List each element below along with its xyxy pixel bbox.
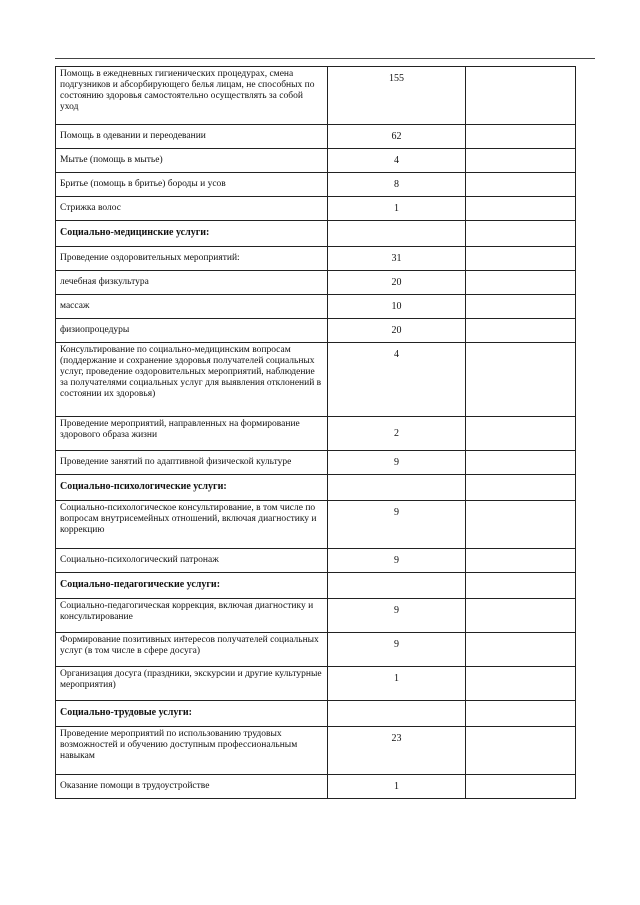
section-header-row — [56, 221, 576, 247]
empty-cell — [466, 197, 576, 221]
section-header-row — [56, 701, 576, 727]
empty-cell — [466, 549, 576, 573]
empty-cell — [466, 247, 576, 271]
section-header-row — [56, 573, 576, 599]
empty-cell — [466, 451, 576, 475]
service-count: 20 — [328, 271, 466, 295]
service-count: 62 — [328, 125, 466, 149]
service-name: Социально-психологическое консультирование, в том числе по вопросам внутрисемейных отношений, включая диагностику и коррекцию — [56, 501, 328, 549]
table-row — [56, 319, 576, 343]
table-row — [56, 549, 576, 573]
table-row — [56, 727, 576, 775]
service-count: 31 — [328, 247, 466, 271]
service-count: 2 — [328, 417, 466, 451]
service-name: Социально-педагогическая коррекция, включая диагностику и консультирование — [56, 599, 328, 633]
section-title: Социально-педагогические услуги: — [56, 573, 328, 599]
service-name: Помощь в одевании и переодевании — [56, 125, 328, 149]
service-name: лечебная физкультура — [56, 271, 328, 295]
service-count: 23 — [328, 727, 466, 775]
section-title: Социально-медицинские услуги: — [56, 221, 328, 247]
empty-cell — [466, 633, 576, 667]
section-header-row — [56, 475, 576, 501]
service-name: Социально-психологический патронаж — [56, 549, 328, 573]
section-title: Социально-трудовые услуги: — [56, 701, 328, 727]
service-count: 10 — [328, 295, 466, 319]
table-row — [56, 295, 576, 319]
service-count: 1 — [328, 667, 466, 701]
table-row — [56, 343, 576, 417]
empty-cell — [466, 173, 576, 197]
empty-cell — [328, 221, 466, 247]
empty-cell — [466, 149, 576, 173]
service-name: физиопроцедуры — [56, 319, 328, 343]
service-count: 4 — [328, 149, 466, 173]
service-name: массаж — [56, 295, 328, 319]
service-count: 4 — [328, 343, 466, 417]
empty-cell — [466, 125, 576, 149]
service-name: Проведение оздоровительных мероприятий: — [56, 247, 328, 271]
service-count: 9 — [328, 549, 466, 573]
empty-cell — [466, 67, 576, 125]
table-row — [56, 125, 576, 149]
empty-cell — [466, 475, 576, 501]
service-count: 1 — [328, 197, 466, 221]
table-row — [56, 775, 576, 799]
service-count: 1 — [328, 775, 466, 799]
service-count: 9 — [328, 633, 466, 667]
empty-cell — [466, 319, 576, 343]
service-name: Помощь в ежедневных гигиенических процедурах, смена подгузников и абсорбирующего белья лицам, не способных по состоянию здоровья самостоятельно осуществлять за собой уход — [56, 67, 328, 125]
table-row — [56, 599, 576, 633]
empty-cell — [466, 599, 576, 633]
service-name: Формирование позитивных интересов получателей социальных услуг (в том числе в сфере досуга) — [56, 633, 328, 667]
empty-cell — [466, 221, 576, 247]
service-name: Консультирование по социально-медицинским вопросам (поддержание и сохранение здоровья получателей социальных услуг, проведение оздоровительных мероприятий, наблюдение за получателями социальных услуг для выявления отклонений в состоянии их здоровья) — [56, 343, 328, 417]
service-name: Проведение мероприятий по использованию трудовых возможностей и обучению доступным профессиональным навыкам — [56, 727, 328, 775]
empty-cell — [328, 475, 466, 501]
table-row — [56, 149, 576, 173]
service-name: Мытье (помощь в мытье) — [56, 149, 328, 173]
empty-cell — [466, 727, 576, 775]
empty-cell — [466, 417, 576, 451]
section-title: Социально-психологические услуги: — [56, 475, 328, 501]
service-count: 9 — [328, 501, 466, 549]
table-row — [56, 173, 576, 197]
service-name: Организация досуга (праздники, экскурсии и другие культурные мероприятия) — [56, 667, 328, 701]
empty-cell — [466, 295, 576, 319]
table-row — [56, 197, 576, 221]
services-table — [55, 66, 576, 799]
service-count: 9 — [328, 599, 466, 633]
table-row — [56, 247, 576, 271]
empty-cell — [328, 573, 466, 599]
page-top-rule — [55, 58, 595, 59]
service-name: Проведение занятий по адаптивной физической культуре — [56, 451, 328, 475]
empty-cell — [466, 667, 576, 701]
table-row — [56, 271, 576, 295]
table-row — [56, 501, 576, 549]
empty-cell — [466, 271, 576, 295]
empty-cell — [466, 701, 576, 727]
empty-cell — [466, 501, 576, 549]
service-count: 20 — [328, 319, 466, 343]
empty-cell — [466, 775, 576, 799]
service-count: 9 — [328, 451, 466, 475]
service-name: Бритье (помощь в бритье) бороды и усов — [56, 173, 328, 197]
empty-cell — [466, 343, 576, 417]
service-name: Стрижка волос — [56, 197, 328, 221]
empty-cell — [466, 573, 576, 599]
table-row — [56, 67, 576, 125]
service-count: 8 — [328, 173, 466, 197]
empty-cell — [328, 701, 466, 727]
service-name: Оказание помощи в трудоустройстве — [56, 775, 328, 799]
table-row — [56, 451, 576, 475]
table-row — [56, 417, 576, 451]
table-row — [56, 667, 576, 701]
service-name: Проведение мероприятий, направленных на формирование здорового образа жизни — [56, 417, 328, 451]
table-row — [56, 633, 576, 667]
service-count: 155 — [328, 67, 466, 125]
